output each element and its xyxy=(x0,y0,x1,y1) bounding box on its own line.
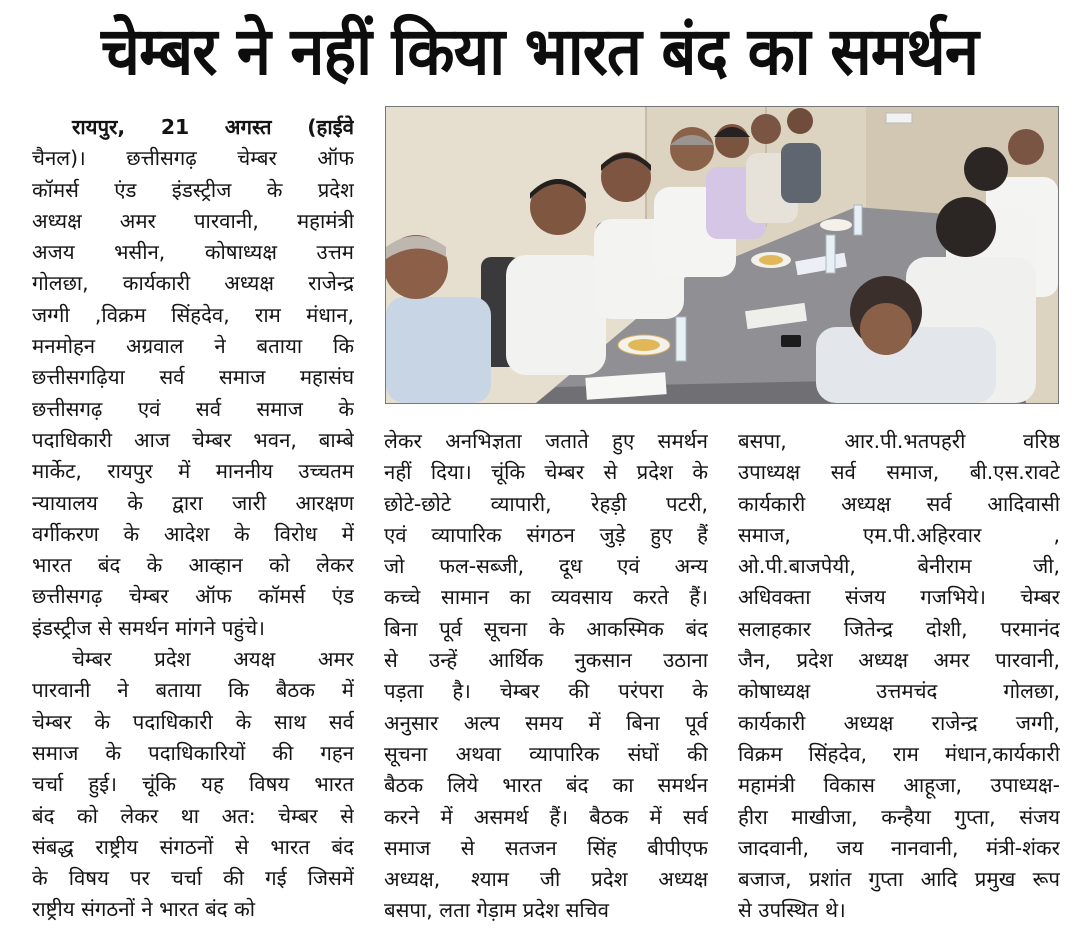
article-line: बिना पूर्व सूचना के आकस्मिक बंद xyxy=(384,616,708,641)
article-line: समाज, एम.पी.अहिरवार , xyxy=(738,522,1060,547)
article-column-2 xyxy=(384,426,708,927)
article-line: रायपुर, 21 अगस्त (हाईवे xyxy=(72,115,354,139)
article-line: बजाज, प्रशांत गुप्ता आदि प्रमुख रूप xyxy=(738,867,1060,892)
article-line: अनुसार अल्प समय में बिना पूर्व xyxy=(384,710,708,735)
article-line: पदाधिकारी आज चेम्बर भवन, बाम्बे xyxy=(32,427,354,452)
article-line: करने में असमर्थ हैं। बैठक में सर्व xyxy=(384,804,708,829)
article-line: बसपा, आर.पी.भतपहरी वरिष्ठ xyxy=(738,429,1060,453)
article-line: कार्यकारी अध्यक्ष राजेन्द्र जग्गी, xyxy=(738,710,1060,735)
article-line: समाज से सतजन सिंह बीपीएफ xyxy=(384,835,708,860)
article-line: न्यायालय के द्वारा जारी आरक्षण xyxy=(32,490,354,515)
article-line: चैनल)। छत्तीसगढ़ चेम्बर ऑफ xyxy=(32,146,354,171)
article-line: चर्चा हुई। चूंकि यह विषय भारत xyxy=(32,772,354,797)
article-line: बैठक लिये भारत बंद का समर्थन xyxy=(384,773,708,798)
article-line: वर्गीकरण के आदेश के विरोध में xyxy=(32,521,354,546)
article-line: अधिवक्ता संजय गजभिये। चेम्बर xyxy=(738,585,1060,610)
article-line: समाज के पदाधिकारियों की गहन xyxy=(32,740,354,765)
article-line: एवं व्यापारिक संगठन जुड़े हुए हैं xyxy=(384,522,708,547)
article-line: छोटे-छोटे व्यापारी, रेहड़ी पटरी, xyxy=(384,491,708,516)
article-line: जो फल-सब्जी, दूध एवं अन्य xyxy=(384,554,708,579)
article-line: मनमोहन अग्रवाल ने बताया कि xyxy=(32,334,354,359)
article-line: गोलछा, कार्यकारी अध्यक्ष राजेन्द्र xyxy=(32,271,354,296)
article-line: सलाहकार जितेन्द्र दोशी, परमानंद xyxy=(738,616,1060,641)
article-line: लेकर अनभिज्ञता जताते हुए समर्थन xyxy=(384,429,708,453)
article-line: कच्चे सामान का व्यवसाय करते हैं। xyxy=(384,585,708,610)
article-line: छत्तीसगढ़िया सर्व समाज महासंघ xyxy=(32,365,354,390)
article-line: अजय भसीन, कोषाध्यक्ष उत्तम xyxy=(32,240,354,265)
article-line: चेम्बर प्रदेश अयक्ष अमर xyxy=(72,647,354,672)
article-line: से उपस्थित थे। xyxy=(738,898,846,923)
article-line: छत्तीसगढ़ चेम्बर ऑफ कॉमर्स एंड xyxy=(32,584,354,609)
article-line: अध्यक्ष अमर पारवानी, महामंत्री xyxy=(32,208,354,233)
article-line: नहीं दिया। चूंकि चेम्बर से प्रदेश के xyxy=(384,460,708,485)
article-line: कोषाध्यक्ष उत्तमचंद गोलछा, xyxy=(738,679,1060,704)
article-column-1 xyxy=(32,112,354,926)
article-line: राष्ट्रीय संगठनों ने भारत बंद को xyxy=(32,897,256,922)
article-line: पारवानी ने बताया कि बैठक में xyxy=(32,678,354,703)
article-line: पड़ता है। चेम्बर की परंपरा के xyxy=(384,679,708,704)
article-line: कार्यकारी अध्यक्ष सर्व आदिवासी xyxy=(738,491,1060,516)
article-line: जग्गी ,विक्रम सिंहदेव, राम मंधान, xyxy=(32,302,354,327)
headline: चेम्बर ने नहीं किया भारत बंद का समर्थन xyxy=(101,13,978,90)
article-line: विक्रम सिंहदेव, राम मंधान,कार्यकारी xyxy=(738,741,1060,766)
article-line: ओ.पी.बाजपेयी, बेनीराम जी, xyxy=(738,554,1060,579)
article-line: संबद्ध राष्ट्रीय संगठनों से भारत बंद xyxy=(32,834,354,859)
article-line: उपाध्यक्ष सर्व समाज, बी.एस.रावटे xyxy=(738,460,1060,485)
article-line: भारत बंद के आव्हान को लेकर xyxy=(32,553,354,578)
meeting-photo-illustration xyxy=(386,107,1058,403)
article-line: छत्तीसगढ़ एवं सर्व समाज के xyxy=(32,396,354,421)
article-line: से उन्हें आर्थिक नुकसान उठाना xyxy=(384,648,708,673)
article-column-3 xyxy=(738,426,1060,927)
article-line: जादवानी, जय नानवानी, मंत्री-शंकर xyxy=(738,835,1060,860)
article-line: हीरा माखीजा, कन्हैया गुप्ता, संजय xyxy=(738,804,1060,829)
meeting-photo xyxy=(385,106,1059,404)
article-line: इंडस्ट्रीज से समर्थन मांगने पहुंचे। xyxy=(32,615,265,640)
article-line: अध्यक्ष, श्याम जी प्रदेश अध्यक्ष xyxy=(384,867,708,892)
article-line: जैन, प्रदेश अध्यक्ष अमर पारवानी, xyxy=(738,648,1060,673)
article-line: महामंत्री विकास आहूजा, उपाध्यक्ष- xyxy=(738,773,1060,798)
article-line: के विषय पर चर्चा की गई जिसमें xyxy=(32,866,354,891)
article-line: कॉमर्स एंड इंडस्ट्रीज के प्रदेश xyxy=(32,177,354,202)
article-line: सूचना अथवा व्यापारिक संघों की xyxy=(384,741,708,766)
article-line: चेम्बर के पदाधिकारी के साथ सर्व xyxy=(32,709,354,734)
article-line: बंद को लेकर था अत: चेम्बर से xyxy=(32,803,354,828)
article-line: मार्केट, रायपुर में माननीय उच्चतम xyxy=(32,459,354,484)
article-line: बसपा, लता गेड़ाम प्रदेश सचिव xyxy=(384,898,609,923)
